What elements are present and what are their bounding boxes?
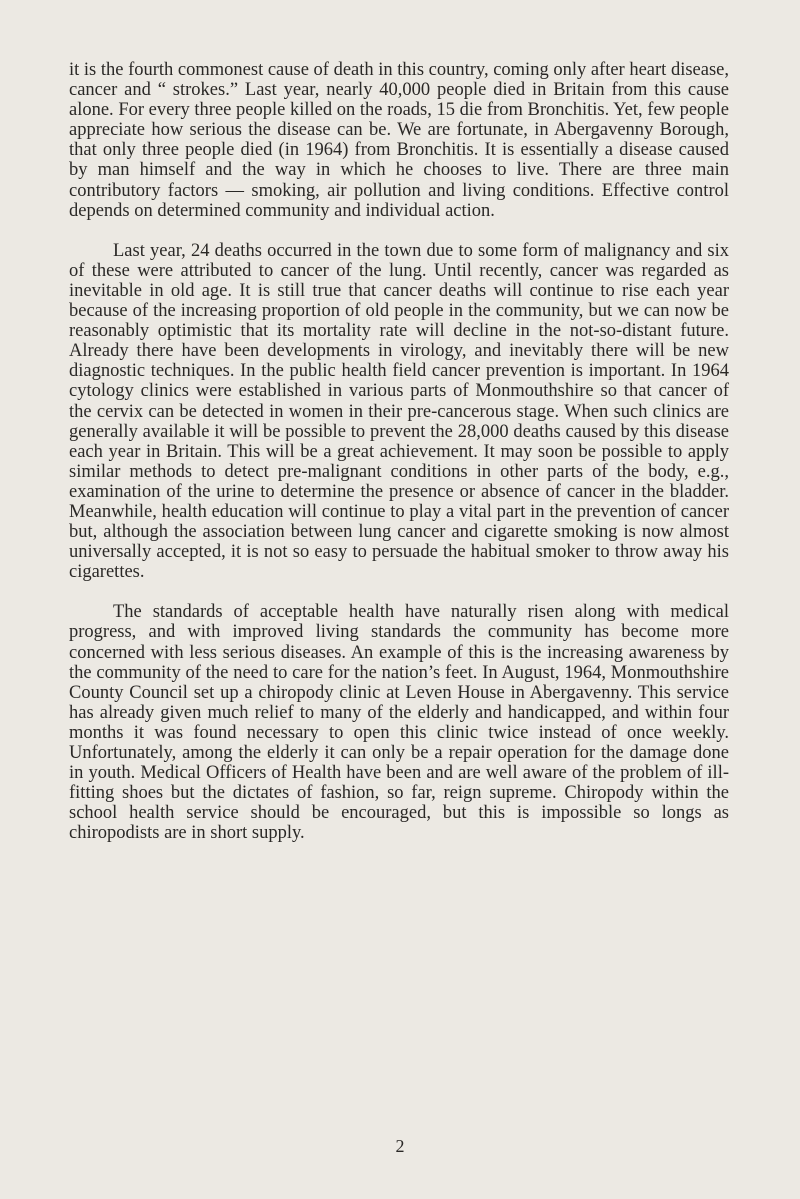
- body-text: [69, 60, 729, 843]
- page-number: 2: [395, 1136, 405, 1156]
- paragraph-cancer: Last year, 24 deaths occurred in the town due to some form of malignancy and six of these were attributed to cancer of the lung. Until recently, cancer was regarded as inevitable in old age. It is still true that cancer deaths will continue to rise each year because of the increasing proportion of old people in the community, but we can now be reasonably optimistic that its mortality rate will decline in the not-so-distant future. Already there have been developments in virology, and inevitably there will be new diagnostic techniques. In the public health field cancer prevention is important. In 1964 cytology clinics were established in various parts of Monmouthshire so that cancer of the cervix can be detected in women in their pre-cancerous stage. When such clinics are generally available it will be possible to prevent the 28,000 deaths caused by this disease each year in Britain. This will be a great achievement. It may soon be possible to apply similar methods to detect pre-malignant conditions in other parts of the body, e.g., examination of the urine to determine the presence or absence of cancer in the bladder. Meanwhile, health education will continue to play a vital part in the prevention of cancer but, although the association between lung cancer and cigarette smoking is now almost universally accepted, it is not so easy to persuade the habitual smoker to throw away his cigarettes.: [69, 240, 729, 583]
- paragraph-chiropody: The standards of acceptable health have naturally risen along with medical progress, and with improved living standards the community has become more concerned with less serious diseases. An example of this is the increasing awareness by the community of the need to care for the nation’s feet. In August, 1964, Monmouthshire County Council set up a chiropody clinic at Leven House in Abergavenny. This service has already given much relief to many of the elderly and handicapped, and within four months it was found necessary to open this clinic twice instead of once weekly. Unfortunately, among the elderly it can only be a repair operation for the damage done in youth. Medical Officers of Health have been and are well aware of the problem of ill-fitting shoes but the dictates of fashion, so far, reign supreme. Chiropody within the school health service should be encouraged, but this is impossible so longs as chiropodists are in short supply.: [69, 602, 729, 844]
- paragraph-bronchitis: it is the fourth commonest cause of death in this country, coming only after heart disease, cancer and “ strokes.” Last year, nearly 40,000 people died in Britain from this cause alone. For every three people killed on the roads, 15 die from Bronchitis. Yet, few people appreciate how serious the disease can be. We are fortunate, in Abergavenny Borough, that only three people died (in 1964) from Bronchitis. It is essentially a disease caused by man himself and the way in which he chooses to live. There are three main contributory factors — smoking, air pollution and living conditions. Effective control depends on determined community and individual action.: [69, 60, 729, 221]
